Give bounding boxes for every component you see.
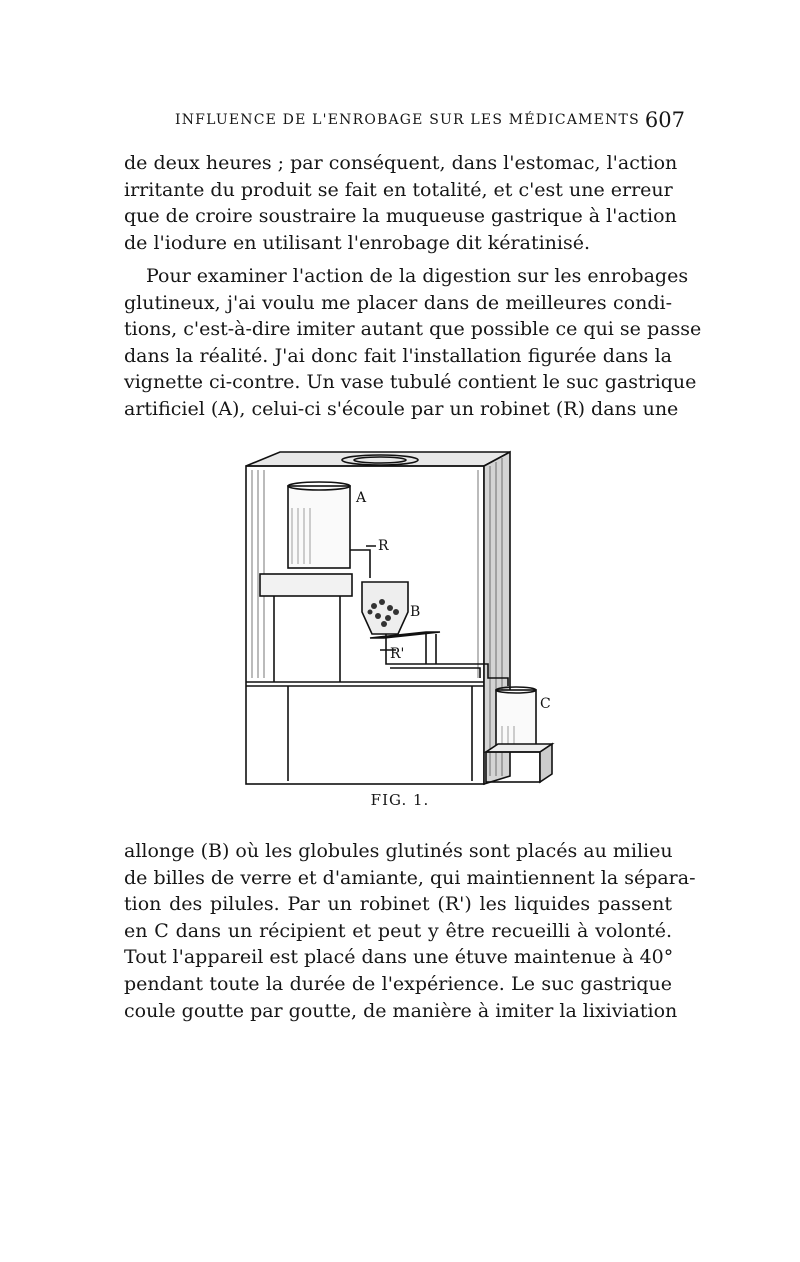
text-line: pendant toute la durée de l'expérience. Le suc gastrique [124,972,672,995]
label-r: R [378,538,389,554]
label-a: A [356,490,367,506]
apparatus-figure [240,446,560,791]
text-line: tion des pilules. Par un robinet (R') les liquides passent [124,893,672,916]
text-line: vignette ci-contre. Un vase tubulé contient le suc gastrique [124,371,697,394]
paragraph-2 [124,263,702,423]
text-line: coule goutte par goutte, de manière à imiter la lixiviation [124,999,678,1022]
paragraph-1 [124,150,678,256]
text-line: Tout l'appareil est placé dans une étuve maintenue à 40° [124,946,674,969]
text-line: glutineux, j'ai voulu me placer dans de meilleures condi- [124,291,672,314]
text-line: irritante du produit se fait en totalité, et c'est une erreur [124,178,673,201]
text-line: Pour examiner l'action de la digestion sur les enrobages [146,265,689,287]
text-line: tions, c'est-à-dire imiter autant que possible ce qui se passe [124,318,702,341]
text-line: dans la réalité. J'ai donc fait l'installation figurée dans la [124,344,672,367]
text-line: que de croire soustraire la muqueuse gastrique à l'action [124,205,677,228]
running-header [175,108,685,132]
page-number: 607 [644,108,685,132]
label-c: C [540,696,551,712]
text-line: de l'iodure en utilisant l'enrobage dit kératinisé. [124,231,591,254]
paragraph-3 [124,838,696,1024]
header-title: INFLUENCE DE L'ENROBAGE SUR LES MÉDICAMENTS [175,112,640,128]
label-b: B [410,604,421,620]
label-r-prime: R' [390,646,405,662]
text-line: artificiel (A), celui-ci s'écoule par un robinet (R) dans une [124,397,679,420]
text-line: en C dans un récipient et peut y être recueilli à volonté. [124,919,672,942]
text-line: de deux heures ; par conséquent, dans l'estomac, l'action [124,152,678,174]
text-line: allonge (B) où les globules glutinés sont placés au milieu [124,840,673,862]
text-line: de billes de verre et d'amiante, qui maintiennent la sépara- [124,866,696,889]
figure-caption: FIG. 1. [370,791,430,809]
